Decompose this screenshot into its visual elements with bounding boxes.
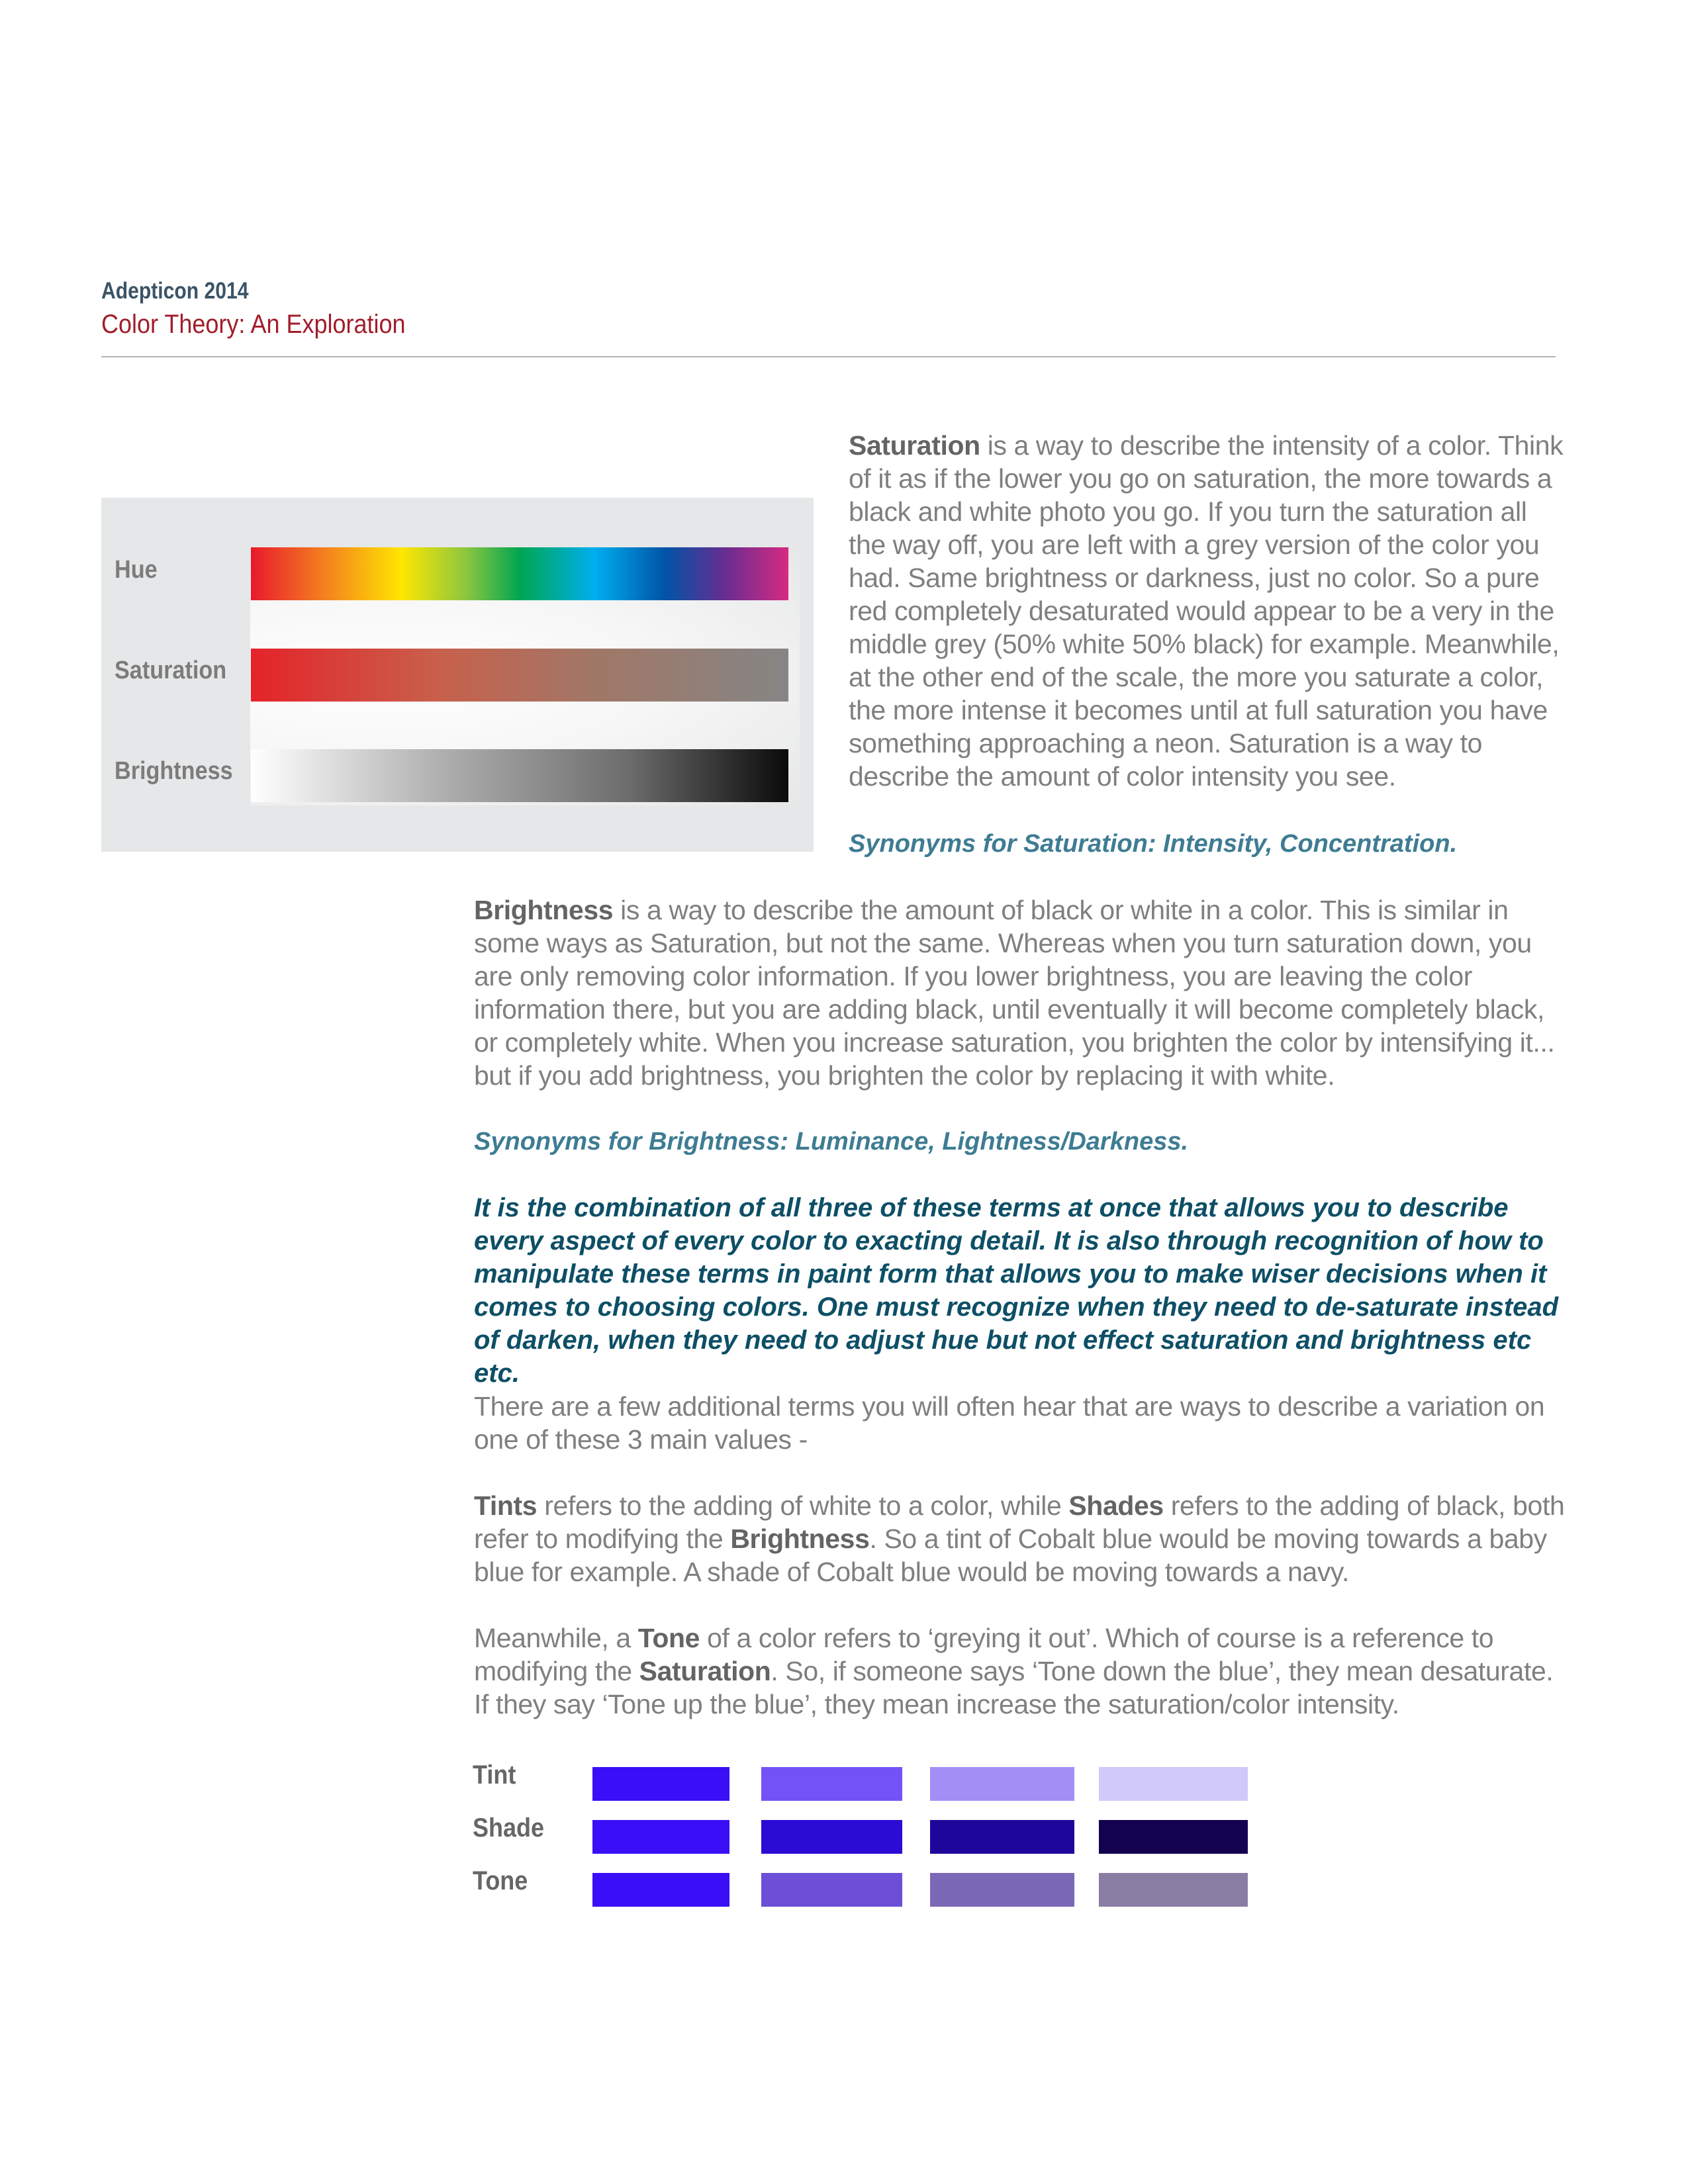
saturation-term: Saturation	[849, 430, 980, 461]
hue-label: Hue	[115, 556, 158, 584]
header-divider	[101, 356, 1556, 357]
tone-term: Tone	[637, 1623, 700, 1653]
brightness-paragraph	[474, 893, 1566, 1092]
tint-swatch-1	[592, 1767, 729, 1801]
tone-text-2: of a color refers to ‘greying it out’. Which of course is a reference to modifying the	[474, 1623, 1494, 1686]
shade-swatch-2	[761, 1820, 902, 1854]
brightness-gradient-bar	[251, 749, 788, 802]
shade-swatch-1	[592, 1820, 729, 1854]
document-subtitle: Color Theory: An Exploration	[101, 310, 406, 339]
shades-term: Shades	[1068, 1490, 1164, 1521]
brightness-label: Brightness	[115, 757, 233, 785]
brightness-reference: Brightness	[730, 1524, 870, 1554]
tone-text-3: . So, if someone says ‘Tone down the blue’, they mean desaturate. If they say ‘Tone up the blue’, they mean increase the saturation/color intensity.	[474, 1656, 1554, 1719]
saturation-reference: Saturation	[639, 1656, 771, 1686]
additional-terms-paragraph: There are a few additional terms you will often hear that are ways to describe a variation on one of these 3 main values -	[474, 1391, 1545, 1455]
tints-term: Tints	[474, 1490, 538, 1521]
tints-shades-paragraph	[474, 1489, 1566, 1588]
tint-swatch-4	[1099, 1767, 1248, 1801]
document-title: Adepticon 2014	[101, 278, 249, 304]
saturation-body: is a way to describe the intensity of a color. Think of it as if the lower you go on saturation, the more towards a black and white photo you go. If you turn the saturation all the way off, you are left with a grey version of the color you had. Same brightness or darkness, just no color. So a pure red completely desaturated would appear to be a very in the middle grey (50% white 50% black) for example. Meanwhile, at the other end of the scale, the more you saturate a color, the more intense it becomes until at full saturation you have something approaching a neon. Saturation is a way to describe the amount of color intensity you see.	[849, 430, 1564, 792]
saturation-label: Saturation	[115, 657, 227, 684]
tint-swatch-2	[761, 1767, 902, 1801]
tints-text-2: refers to the adding of black, both refer to modifying the	[474, 1490, 1565, 1554]
tone-swatch-1	[592, 1873, 729, 1907]
shade-swatch-4	[1099, 1820, 1248, 1854]
brightness-body: is a way to describe the amount of black or white in a color. This is similar in some ways as Saturation, but not the same. Whereas when you turn saturation down, you are only removing color information. If you lower brightness, you are leaving the color information there, but you are adding black, until eventually it will become completely black, or completely white. When you increase saturation, you brighten the color by intensifying it... but if you add brightness, you brighten the color by replacing it with white.	[474, 895, 1555, 1091]
hsb-scale-figure	[101, 498, 814, 852]
shade-row-label: Shade	[473, 1813, 545, 1843]
tone-text-1: Meanwhile, a	[474, 1623, 638, 1653]
saturation-gradient-bar	[251, 649, 788, 702]
tint-swatch-3	[930, 1767, 1074, 1801]
hue-gradient-bar	[251, 547, 788, 600]
tone-swatch-4	[1099, 1873, 1248, 1907]
tints-text-3: . So a tint of Cobalt blue would be moving towards a baby blue for example. A shade of Cobalt blue would be moving towards a navy.	[474, 1524, 1547, 1587]
tone-paragraph	[474, 1621, 1566, 1721]
saturation-synonyms: Synonyms for Saturation: Intensity, Concentration.	[849, 830, 1458, 858]
tone-swatch-2	[761, 1873, 902, 1907]
combination-emphasis-paragraph: It is the combination of all three of these terms at once that allows you to describe every aspect of every color to exacting detail. It is also through recognition of how to manipulate these terms in paint form that allows you to make wiser decisions when it comes to choosing colors. One must recognize when they need to de-saturate instead of darken, when they need to adjust hue but not effect saturation and brightness etc etc.	[474, 1193, 1559, 1388]
tone-row-label: Tone	[473, 1866, 528, 1895]
tints-text-1: refers to the adding of white to a color, while	[537, 1490, 1069, 1521]
brightness-term: Brightness	[474, 895, 614, 925]
tint-row-label: Tint	[473, 1760, 516, 1790]
shade-swatch-3	[930, 1820, 1074, 1854]
brightness-synonyms: Synonyms for Brightness: Luminance, Lightness/Darkness.	[474, 1128, 1189, 1156]
saturation-paragraph	[849, 429, 1564, 793]
tone-swatch-3	[930, 1873, 1074, 1907]
